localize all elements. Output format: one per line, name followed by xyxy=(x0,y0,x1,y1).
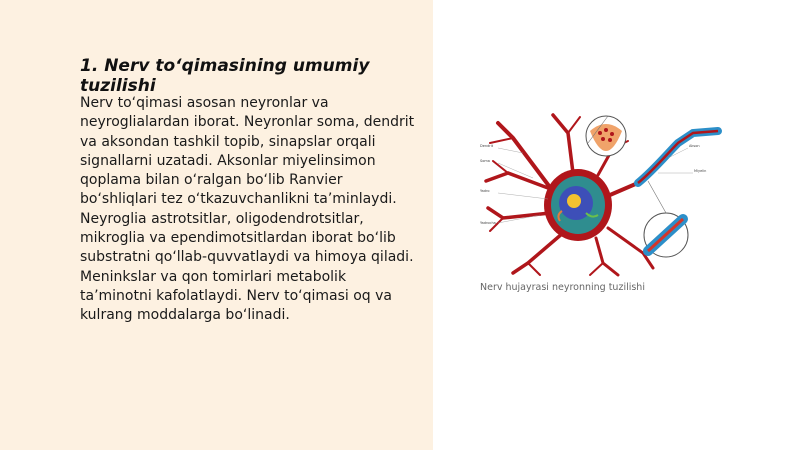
svg-text:Soma: Soma xyxy=(480,159,490,163)
svg-text:Yadro: Yadro xyxy=(480,189,490,193)
slide-title: 1. Nerv to‘qimasining umumiy tuzilishi xyxy=(80,56,370,96)
svg-text:Dendrit: Dendrit xyxy=(480,144,494,148)
figure-caption: Nerv hujayrasi neyronning tuzilishi xyxy=(480,282,645,293)
svg-text:Akson: Akson xyxy=(689,144,700,148)
neuron-structure-figure xyxy=(478,103,728,278)
slide-body-text: Nerv to‘qimasi asosan neyronlar va neyroglialardan iborat. Neyronlar soma, dendrit va aksondan tashkil topib, sinapslar orqali signallarni uzatadi. Aksonlar miyelinsimon qoplama bilan o‘ralgan bo‘lib Ranvier bo‘shliqlari tez o‘tkazuvchanlikni ta’minlaydi. Neyroglia astrotsitlar, oligodendrotsitlar, mikroglia va ependimotsitlardan iborat bo‘lib substratni qo‘llab-quvvatlaydi va himoya qiladi. Meninkslar va qon tomirlari metabolik ta’minotni kafolatlaydi. Nerv to‘qimasi oq va kulrang moddalarga bo‘linadi. xyxy=(80,95,415,324)
svg-text:Yadrocha: Yadrocha xyxy=(480,221,496,225)
svg-text:Miyelin: Miyelin xyxy=(694,169,707,173)
